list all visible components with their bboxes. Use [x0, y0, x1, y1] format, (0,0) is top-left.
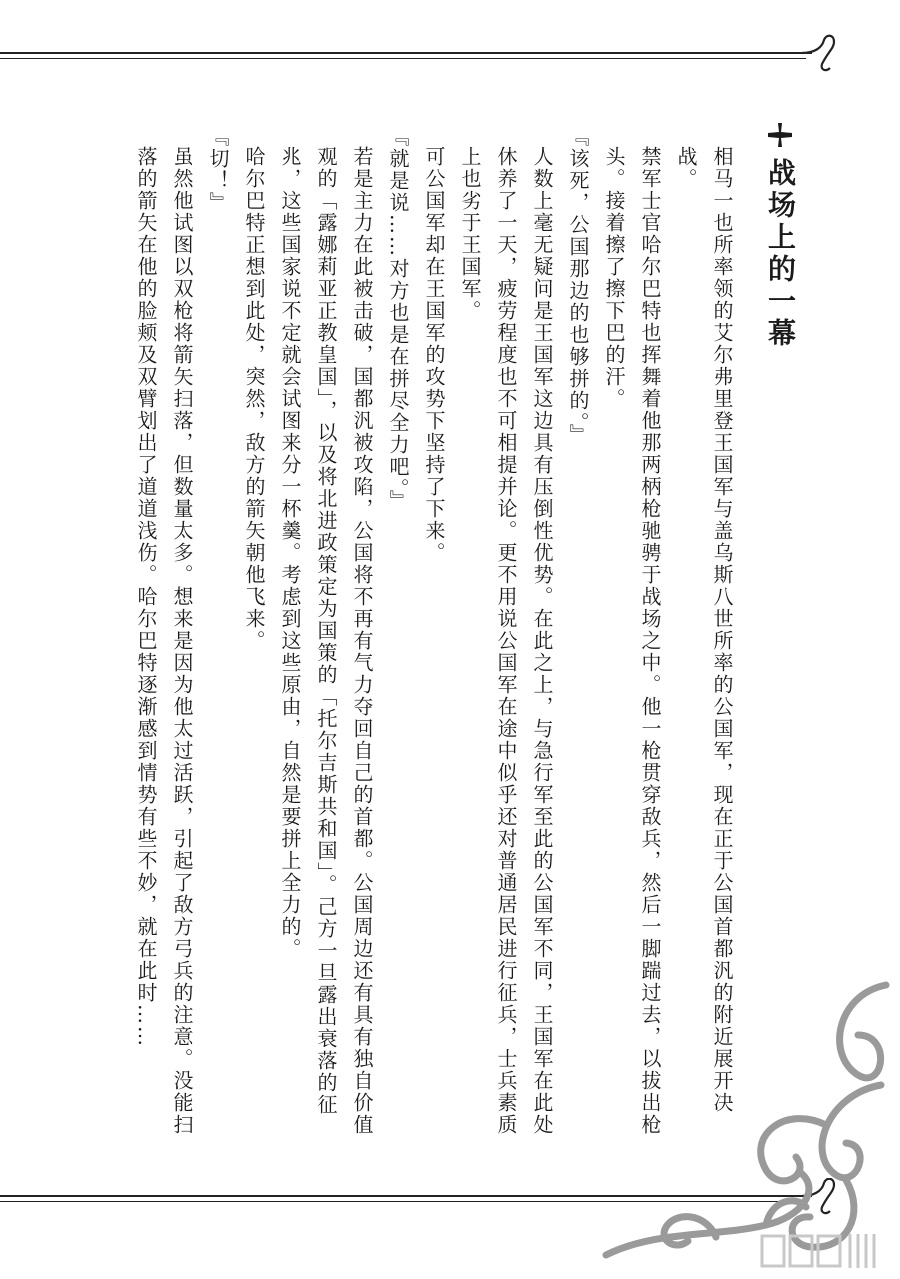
dialogue-line: 『就是说……对方也是在拼尽全力吧。』	[386, 126, 410, 512]
paragraph: 相马一也所率领的艾尔弗里登王国军与盖乌斯八世所率的公国军，现在正于公国首都汎的附近展开决战。	[674, 146, 734, 1114]
cross-patee-icon	[767, 122, 793, 148]
top-frame-line-inner	[0, 58, 806, 59]
paragraph: 人数上毫无疑问是王国军这边具有压倒性优势。在此之上，与急行军至此的公国军不同，王国军在此处休养了一天，疲劳程度也不可相提并论。更不用说公国军在途中似乎还对普通居民进行征兵，士兵素质上也劣于王国军。	[458, 146, 554, 1136]
body-text	[134, 126, 740, 1146]
top-frame-line	[0, 52, 812, 54]
paragraph: 虽然他试图以双枪将箭矢扫落，但数量太多。想来是因为他太过活跃，引起了敌方弓兵的注意。没能扫落的箭矢在他的脸颊及双臂划出了道道浅伤。哈尔巴特逐渐感到情势有些不妙，就在此时……	[134, 146, 194, 1136]
watermark-logo-icon	[758, 1226, 898, 1276]
dialogue-line: 『切！』	[206, 126, 230, 214]
paragraph: 若是主力在此被击破，国都汎被攻陷，公国将不再有气力夺回自己的首都。公国周边还有具有独自价值观的「露娜莉亚正教皇国」，以及将北进政策定为国策的「托尔吉斯共和国」。己方一旦露出衰落的征兆，这些国家说不定就会试图来分一杯羹。考虑到这些原由，自然是要拼上全力的。	[278, 146, 374, 1136]
paragraph: 可公国军却在王国军的攻势下坚持了下来。	[422, 146, 446, 564]
chapter-title: 战场上的一幕	[764, 158, 797, 350]
paragraph: 哈尔巴特正想到此处，突然，敌方的箭矢朝他飞来。	[242, 146, 266, 652]
dialogue-line: 『该死，公国那边的也够拼的。』	[566, 126, 590, 446]
top-frame-curl-icon	[800, 34, 840, 74]
chapter-heading	[760, 122, 800, 350]
paragraph: 禁军士官哈尔巴特也挥舞着他那两柄枪驰骋于战场之中。他一枪贯穿敌兵，然后一脚踹过去，以拔出枪头。接着擦了擦下巴的汗。	[602, 146, 662, 1136]
